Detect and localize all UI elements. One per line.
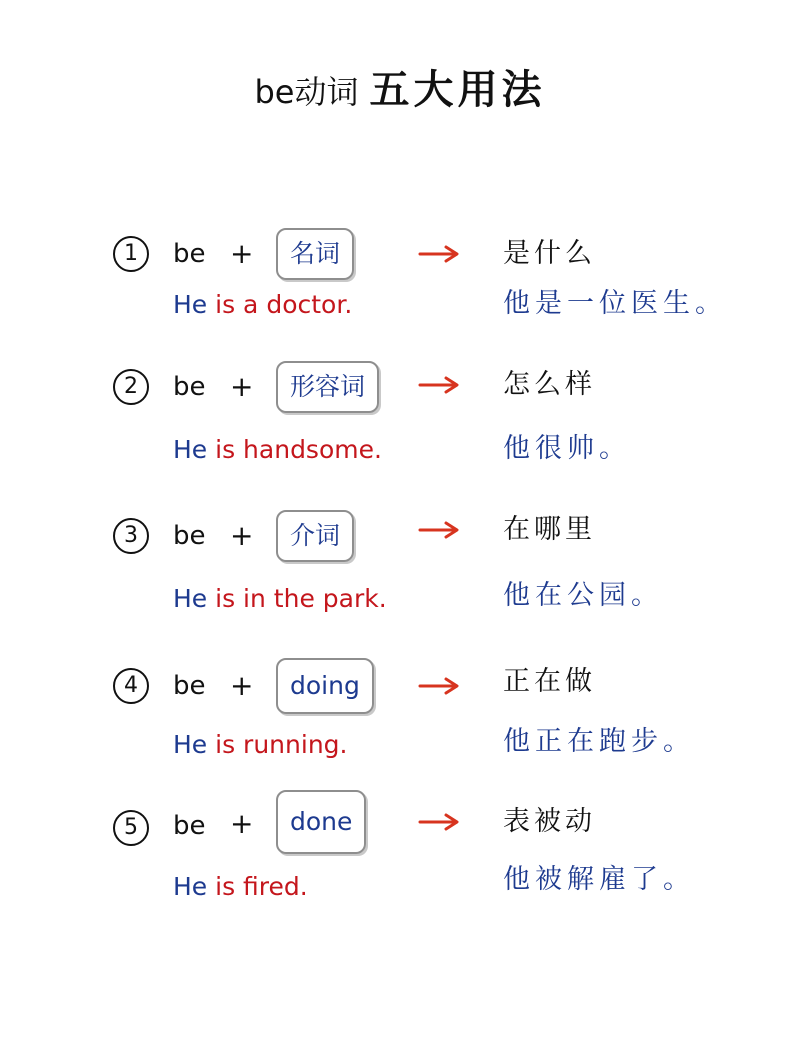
example-translation: 他在公园。 <box>503 580 663 611</box>
example-sentence <box>173 728 347 762</box>
component-box: done <box>276 790 366 854</box>
right-arrow-icon <box>418 244 462 264</box>
example-subject: He <box>173 872 208 901</box>
plus-sign: + <box>230 370 254 403</box>
be-keyword: be <box>173 811 206 841</box>
right-arrow-icon <box>418 520 462 540</box>
rule-meaning: 在哪里 <box>503 514 596 545</box>
be-keyword: be <box>173 239 206 269</box>
example-predicate: is handsome. <box>215 435 382 464</box>
plus-sign: + <box>230 669 254 702</box>
example-subject: He <box>173 290 208 319</box>
be-keyword: be <box>173 521 206 551</box>
rule-meaning: 是什么 <box>503 238 596 269</box>
right-arrow-icon <box>418 676 462 696</box>
rule-number: 5 <box>113 810 149 846</box>
rule-meaning: 表被动 <box>503 806 596 837</box>
example-predicate: is in the park. <box>215 584 387 613</box>
example-translation: 他很帅。 <box>503 433 631 464</box>
be-keyword: be <box>173 671 206 701</box>
component-box: 形容词 <box>276 361 379 413</box>
example-predicate: is fired. <box>215 872 308 901</box>
example-translation: 他是一位医生。 <box>503 288 727 319</box>
example-subject: He <box>173 435 208 464</box>
rule-number: 4 <box>113 668 149 704</box>
plus-sign: + <box>230 807 254 840</box>
example-predicate: is a doctor. <box>215 290 353 319</box>
title-prefix: be动词 <box>254 73 359 111</box>
example-translation: 他正在跑步。 <box>503 726 695 757</box>
plus-sign: + <box>230 237 254 270</box>
rule-number: 1 <box>113 236 149 272</box>
component-box: 名词 <box>276 228 354 280</box>
example-subject: He <box>173 730 208 759</box>
example-translation: 他被解雇了。 <box>503 864 695 895</box>
example-sentence <box>173 870 308 904</box>
example-predicate: is running. <box>215 730 348 759</box>
title-main: 五大用法 <box>369 67 546 113</box>
example-sentence <box>173 582 387 616</box>
example-sentence <box>173 288 352 322</box>
component-box: 介词 <box>276 510 354 562</box>
rule-meaning: 怎么样 <box>503 369 596 400</box>
page-title <box>0 58 800 115</box>
rule-number: 3 <box>113 518 149 554</box>
rule-number: 2 <box>113 369 149 405</box>
right-arrow-icon <box>418 812 462 832</box>
example-subject: He <box>173 584 208 613</box>
example-sentence <box>173 433 382 467</box>
rule-meaning: 正在做 <box>503 666 596 697</box>
be-keyword: be <box>173 372 206 402</box>
plus-sign: + <box>230 519 254 552</box>
right-arrow-icon <box>418 375 462 395</box>
component-box: doing <box>276 658 374 714</box>
